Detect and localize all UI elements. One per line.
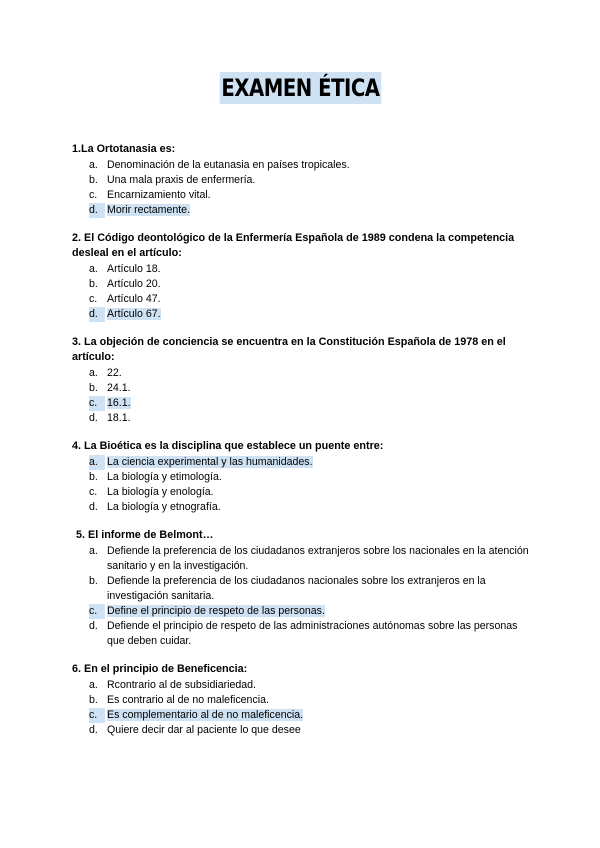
question-2 [72,231,532,322]
option-letter: a. [89,367,98,379]
option-letter: b. [89,471,98,483]
option-text: Encarnizamiento vital. [107,189,211,201]
option-text: Es contrario al de no maleficencia. [107,694,269,706]
option-text: Artículo 47. [107,293,161,305]
option-text: La biología y enología. [107,486,214,498]
answer-option [72,158,532,173]
answer-option [72,262,532,277]
answer-option [72,173,532,188]
option-list [72,544,532,649]
option-letter: b. [89,278,98,290]
option-text: Artículo 20. [107,278,161,290]
option-text: Morir rectamente. [107,204,191,216]
answer-option [72,693,532,708]
title-container [0,72,600,104]
option-text: Una mala praxis de enfermería. [107,174,256,186]
option-letter: a. [89,263,98,275]
option-text: Defiende la preferencia de los ciudadanos nacionales sobre los extranjeros en la investigación sanitaria. [107,575,486,602]
option-letter: b. [89,575,98,587]
answer-option-highlighted [72,455,532,470]
option-letter: b. [89,174,98,186]
question-text: 6. En el principio de Beneficencia: [72,663,248,675]
question-list [72,142,532,751]
answer-option [72,544,532,574]
question-5 [72,528,532,649]
option-text: Rcontrario al de subsidiariedad. [107,679,256,691]
answer-option [72,292,532,307]
option-letter: d. [89,307,105,322]
option-letter: c. [89,293,98,305]
option-letter: d. [89,501,98,513]
option-letter: c. [89,708,105,723]
answer-option [72,470,532,485]
question-text: 2. El Código deontológico de la Enfermería Española de 1989 condena la competencia desleal en el artículo: [72,232,515,259]
option-list [72,158,532,218]
option-text: Quiere decir dar al paciente lo que desee [107,724,301,736]
option-text: 24.1. [107,382,131,394]
question-4 [72,439,532,515]
question-text: 4. La Bioética es la disciplina que establece un puente entre: [72,440,384,452]
answer-option-highlighted [72,708,532,723]
question-text: 5. El informe de Belmont… [76,529,214,541]
answer-option [72,277,532,292]
option-text: La ciencia experimental y las humanidades. [107,456,313,468]
answer-option [72,723,532,738]
option-letter: d. [89,620,98,632]
option-letter: d. [89,724,98,736]
option-text: Define el principio de respeto de las personas. [107,605,325,617]
option-text: La biología y etimología. [107,471,222,483]
answer-option-highlighted [72,203,532,218]
option-text: Artículo 18. [107,263,161,275]
option-list [72,678,532,738]
option-list [72,262,532,322]
option-letter: b. [89,694,98,706]
answer-option [72,619,532,649]
option-letter: d. [89,203,105,218]
option-text: Denominación de la eutanasia en países tropicales. [107,159,350,171]
option-list [72,366,532,426]
answer-option-highlighted [72,307,532,322]
answer-option [72,500,532,515]
option-letter: a. [89,679,98,691]
question-3 [72,335,532,426]
option-letter: c. [89,604,105,619]
option-text: Defiende el principio de respeto de las administraciones autónomas sobre las personas que deben cuidar. [107,620,518,647]
option-text: 16.1. [107,397,131,409]
option-letter: c. [89,189,98,201]
option-text: 22. [107,367,122,379]
option-list [72,455,532,515]
answer-option [72,381,532,396]
option-text: 18.1. [107,412,131,424]
option-letter: a. [89,159,98,171]
question-text: 1.La Ortotanasia es: [72,143,176,155]
answer-option [72,366,532,381]
answer-option [72,188,532,203]
option-text: La biología y etnografía. [107,501,221,513]
option-letter: d. [89,412,98,424]
option-letter: c. [89,486,98,498]
answer-option [72,411,532,426]
answer-option [72,678,532,693]
question-text: 3. La objeción de conciencia se encuentra en la Constitución Española de 1978 en el artículo: [72,336,506,363]
answer-option-highlighted [72,604,532,619]
page-title: EXAMEN ÉTICA [220,74,380,102]
option-letter: a. [89,455,105,470]
option-text: Es complementario al de no maleficencia. [107,709,304,721]
option-letter: b. [89,382,98,394]
question-6 [72,662,532,738]
option-text: Defiende la preferencia de los ciudadanos extranjeros sobre los nacionales en la atención sanitario y en la investigación. [107,545,529,572]
question-1 [72,142,532,218]
answer-option-highlighted [72,396,532,411]
answer-option [72,574,532,604]
option-text: Artículo 67. [107,308,161,320]
option-letter: a. [89,545,98,557]
option-letter: c. [89,396,105,411]
answer-option [72,485,532,500]
